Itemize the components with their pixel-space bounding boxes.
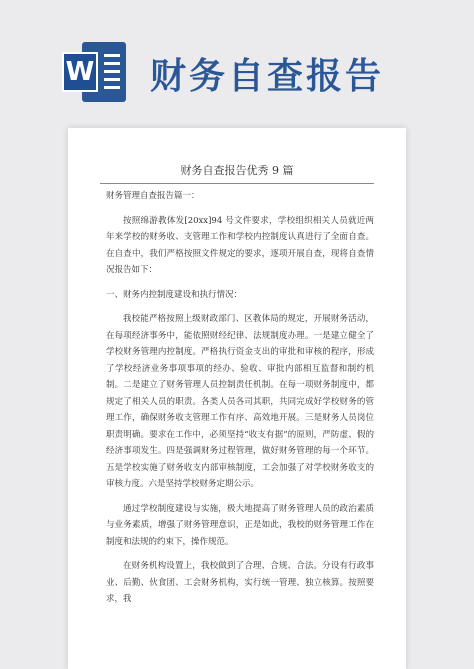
doc-line [104,62,120,65]
paragraph: 在财务机构设置上，我校做到了合理、合规、合法。分设有行政事业、后勤、伙食团、工会财务机构，实行统一管理、独立核算。按照要求，我 [106,561,374,604]
doc-line [104,78,120,81]
header-banner [0,0,474,120]
paragraph: 按照绵游教体发[20xx]94 号文件要求，学校组织相关人员就近两年来学校的财务收、支管理工作和学校内控制度认真进行了全面自查。在自查中，我们严格按照文件规定的要求，逐项开展自查，现将自查情况报告如下： [106,215,374,275]
paragraph-subheading: 一、财务内控制度建设和执行情况： [106,289,243,300]
doc-line [104,54,120,57]
paragraph: 通过学校制度建设与实施，极大地提高了财务管理人员的政治素质与业务素质，增强了财务管理意识，正是如此，我校的财务管理工作在制度和法规的约束下，操作规范。 [106,503,374,547]
doc-line [104,70,120,73]
document-body [106,188,374,616]
header-title: 财务自查报告 [150,56,385,97]
doc-line [104,86,120,89]
paragraph-section-heading: 财务管理自查报告篇一： [106,191,200,201]
word-letter-badge: W [62,52,98,92]
document-page [68,128,406,669]
paragraph: 我校能严格按照上级财政部门、区教体局的规定，开展财务活动，在每项经济事务中，能依照财经纪律、法规制度办理。一是建立健全了学校财务管理内控制度。严格执行资金支出的审批和审核的程序，形成了学校经济业务事项事项的经办、验收、审批内部相互监督和制约机制。二是建立了财务管理人员控制责任机制。在每一项财务制度中，都规定了相关人员的职责。各类人员各司其职，共同完成好学校财务的管理工作，确保财务收支管理工作有序、高效地开展。三是财务人员岗位职责明确。要求在工作中，必须坚持“收支有据”的原则，严防虚、假的经济事项发生。四是强调财务过程管理，做好财务管理的每一个环节。五是学校实施了财务收支内部审核制度，工会加强了对学校财务收支的审核力度。六是坚持学校财务定期公示。 [106,314,374,489]
document-title: 财务自查报告优秀 9 篇 [180,164,294,177]
word-icon [62,42,126,102]
title-divider [100,183,374,184]
